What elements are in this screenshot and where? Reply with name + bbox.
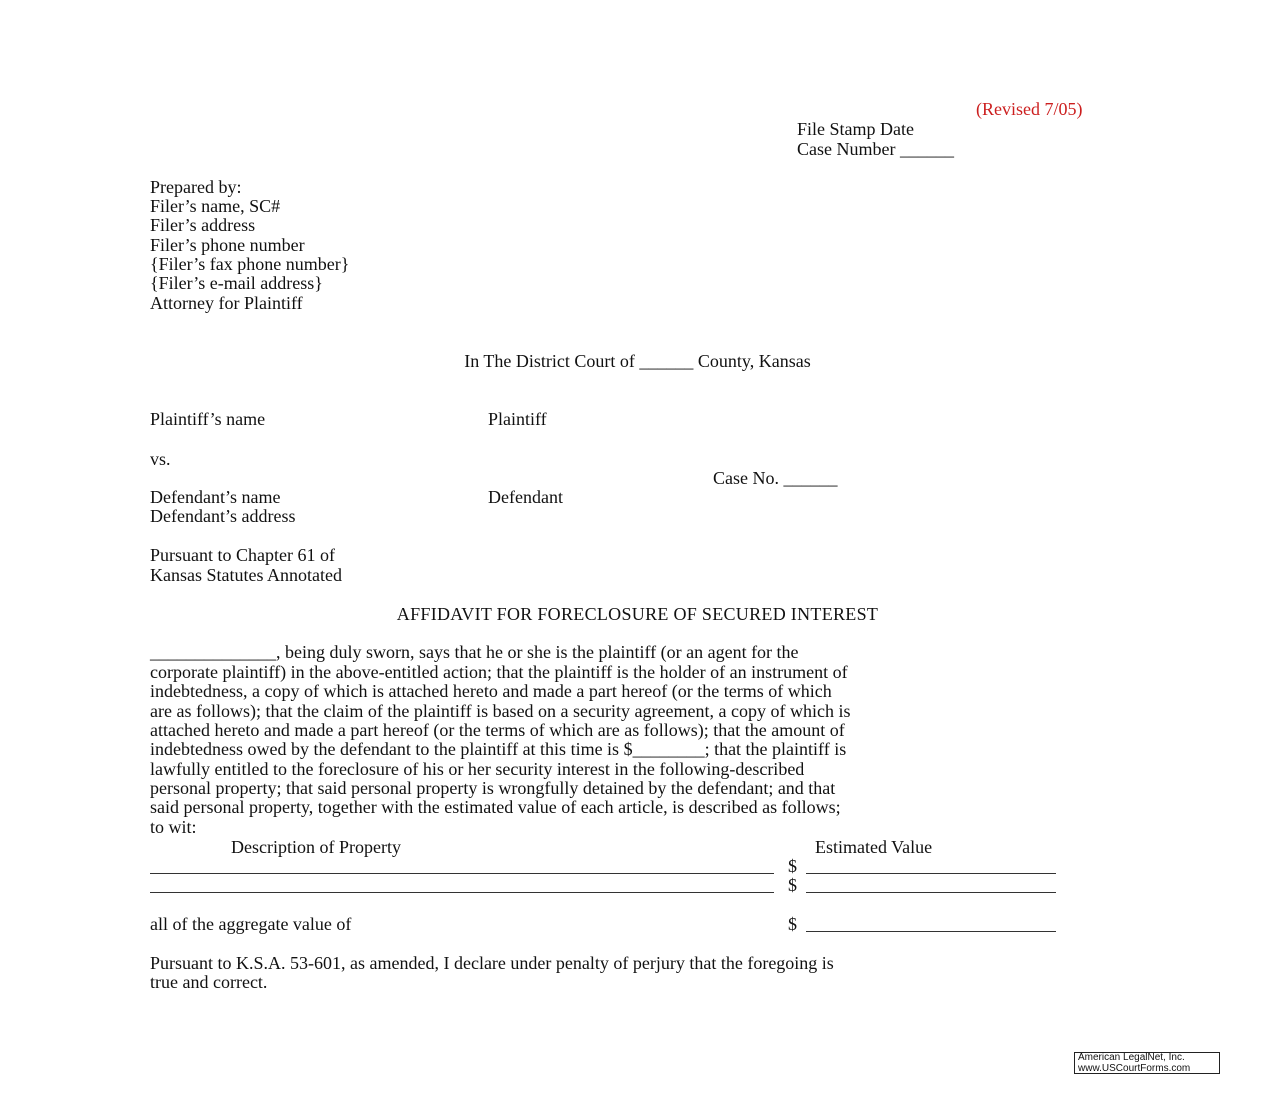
dollar-sign: $: [788, 875, 797, 895]
defendant-address: Defendant’s address: [150, 506, 296, 526]
body-line: attached hereto and made a part hereof (or the terms of which are as follows); that the amount of: [150, 720, 845, 740]
body-line: corporate plaintiff) in the above-entitled action; that the plaintiff is the holder of an instrument of: [150, 662, 848, 682]
body-line: personal property; that said personal property is wrongfully detained by the defendant; and that: [150, 778, 836, 798]
defendant-name: Defendant’s name: [150, 487, 281, 507]
dollar-sign: $: [788, 914, 797, 934]
filer-address: Filer’s address: [150, 215, 256, 235]
aggregate-label: all of the aggregate value of: [150, 914, 352, 934]
filer-email: {Filer’s e-mail address}: [150, 273, 323, 293]
plaintiff-label: Plaintiff: [488, 409, 547, 429]
body-line: to wit:: [150, 817, 197, 837]
affidavit-title: AFFIDAVIT FOR FORECLOSURE OF SECURED INTEREST: [396, 604, 879, 624]
publisher-stamp: [1074, 1052, 1220, 1074]
prepared-by-heading: Prepared by:: [150, 177, 242, 197]
publisher-url: www.USCourtForms.com: [1078, 1062, 1191, 1074]
description-blank-line[interactable]: [150, 873, 774, 874]
revised-date: (Revised 7/05): [976, 99, 1083, 119]
value-column-header: Estimated Value: [815, 837, 933, 857]
body-line: said personal property, together with the estimated value of each article, is described as follows;: [150, 797, 841, 817]
declaration-line1: Pursuant to K.S.A. 53-601, as amended, I declare under penalty of perjury that the foregoing is: [150, 953, 834, 973]
declaration-line2: true and correct.: [150, 972, 268, 992]
defendant-label: Defendant: [488, 487, 563, 507]
filer-fax: {Filer’s fax phone number}: [150, 254, 350, 274]
plaintiff-name: Plaintiff’s name: [150, 409, 266, 429]
body-line: are as follows); that the claim of the plaintiff is based on a security agreement, a copy of which is: [150, 701, 851, 721]
case-no: Case No. ______: [713, 468, 838, 488]
aggregate-value-blank-line[interactable]: [806, 931, 1056, 932]
publisher-name: American LegalNet, Inc.: [1078, 1052, 1185, 1063]
pursuant-chapter-line1: Pursuant to Chapter 61 of: [150, 545, 335, 565]
filer-name: Filer’s name, SC#: [150, 196, 281, 216]
value-blank-line[interactable]: [806, 892, 1056, 893]
attorney-for: Attorney for Plaintiff: [150, 293, 303, 313]
description-blank-line[interactable]: [150, 892, 774, 893]
body-line: ______________, being duly sworn, says that he or she is the plaintiff (or an agent for the: [150, 642, 799, 662]
case-number-label: Case Number ______: [797, 139, 954, 159]
value-blank-line[interactable]: [806, 873, 1056, 874]
body-line: indebtedness owed by the defendant to the plaintiff at this time is $________; that the plaintiff is: [150, 739, 847, 759]
dollar-sign: $: [788, 856, 797, 876]
description-column-header: Description of Property: [231, 837, 401, 857]
court-heading: In The District Court of ______ County, Kansas: [464, 351, 811, 371]
filer-phone: Filer’s phone number: [150, 235, 305, 255]
body-line: lawfully entitled to the foreclosure of his or her security interest in the following-described: [150, 759, 805, 779]
pursuant-chapter-line2: Kansas Statutes Annotated: [150, 565, 342, 585]
versus: vs.: [150, 449, 171, 469]
body-line: indebtedness, a copy of which is attached hereto and made a part hereof (or the terms of which: [150, 681, 832, 701]
file-stamp-label: File Stamp Date: [797, 119, 914, 139]
